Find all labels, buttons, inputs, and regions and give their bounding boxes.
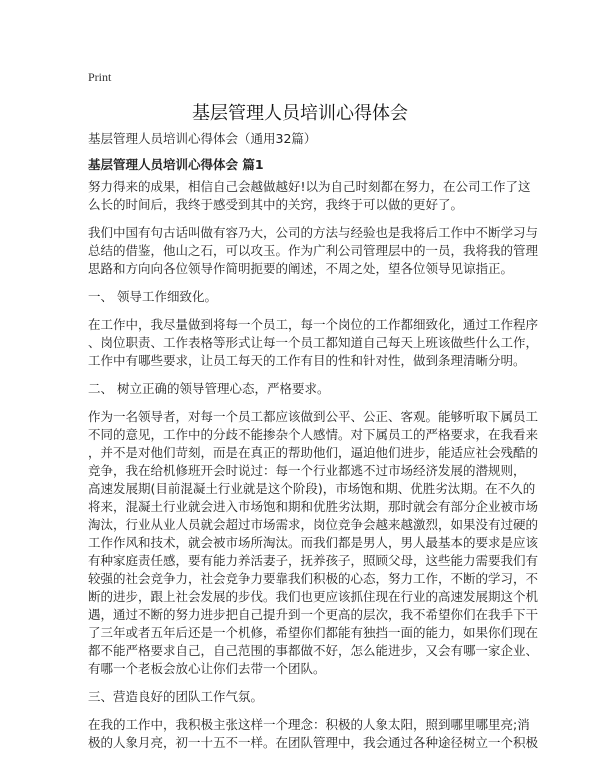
paragraph-line: 作为一名领导者，对每一个员工都应该做到公平、公正、客观。能够听取下属员工	[88, 409, 539, 424]
paragraph	[88, 224, 539, 278]
paragraph-line: 都不能严格要求自己，自己范围的事都做不好，怎么能进步，又会有哪一家企业、	[88, 643, 539, 658]
paragraph	[88, 288, 528, 306]
paragraph-line: 有哪一个老板会放心让你们去带一个团队。	[88, 661, 326, 676]
paragraph-line: 我们中国有句古话叫做有容乃大，公司的方法与经验也是我将后工作中不断学习与	[88, 225, 539, 240]
print-label: Print	[88, 70, 112, 84]
document-subtitle: 基层管理人员培训心得体会（通用32篇）	[88, 131, 317, 146]
paragraph	[88, 408, 539, 678]
section-heading: 基层管理人员培训心得体会 篇1	[88, 157, 264, 172]
paragraph	[88, 178, 531, 214]
document-body	[88, 130, 539, 762]
paragraph-line: 在我的工作中，我积极主张这样一个理念：积极的人象太阳，照到哪里哪里亮;消	[88, 717, 530, 732]
paragraph	[88, 688, 528, 706]
paragraph-line: 一、 领导工作细致化。	[88, 289, 217, 304]
paragraph-line: 在工作中，我尽量做到将每一个员工，每一个岗位的工作都细致化，通过工作程序	[88, 317, 539, 332]
paragraph-line: 工作作风和技术，就会被市场所淘汰。而我们都是男人，男人最基本的要求是应该	[88, 535, 539, 550]
paragraph-line: 么长的时间后，我终于感受到其中的关窍，我终于可以做的更好了。	[88, 197, 464, 212]
paragraph-line: 淘汰，行业从业人员就会超过市场需求，岗位竞争会越来越激烈，如果没有过硬的	[88, 517, 539, 532]
paragraph-line: 较强的社会竞争力，社会竞争力要靠我们积极的心态，努力工作，不断的学习，不	[88, 571, 539, 586]
paragraph-line: 高速发展期(目前混凝土行业就是这个阶段)，市场饱和期、优胜劣汰期。在不久的	[88, 481, 536, 496]
paragraph-line: 三、营造良好的团队工作气氛。	[88, 689, 264, 704]
paragraph-line: 竞争，我在给机修班开会时说过：每一个行业都逃不过市场经济发展的潜规则，	[88, 463, 526, 478]
paragraph-line: 了三年或者五年后还是一个机修，希望你们都能有独挡一面的能力，如果你们现在	[88, 625, 539, 640]
document-title: 基层管理人员培训心得体会	[192, 103, 408, 124]
paragraph-line: 、岗位职责、工作表格等形式让每一个员工都知道自己每天上班该做些什么工作，	[88, 335, 539, 350]
paragraph-line: 断的进步，跟上社会发展的步伐。我们也更应该抓住现在行业的高速发展期这个机	[88, 589, 539, 604]
paragraph-line: 总结的借鉴，他山之石，可以攻玉。作为广利公司管理层中的一员，我将我的管理	[88, 243, 539, 258]
paragraph-line: 不同的意见，工作中的分歧不能掺杂个人感情。对下属员工的严格要求，在我看来	[88, 427, 539, 442]
paragraph-line: 有种家庭责任感，要有能力养活妻子，抚养孩子，照顾父母，这些能力需要我们有	[88, 553, 539, 568]
paragraph	[88, 716, 539, 752]
paragraph	[88, 380, 528, 398]
paragraph-line: 努力得来的成果，相信自己会越做越好!以为自己时刻都在努力，在公司工作了这	[88, 179, 531, 194]
paragraph-line: 二、 树立正确的领导管理心态，严格要求。	[88, 381, 330, 396]
paragraph-line: 极的人象月亮，初一十五不一样。在团队管理中，我会通过各种途径树立一个积极	[88, 735, 539, 750]
paragraph-line: 思路和方向向各位领导作简明扼要的阐述，不周之处，望各位领导见谅指正。	[88, 261, 514, 276]
paragraph-line: 遇，通过不断的努力进步把自己提升到一个更高的层次，我不希望你们在我手下干	[88, 607, 539, 622]
paragraph-line: ，并不是对他们苛刻，而是在真正的帮助他们，逼迫他们进步，能适应社会残酷的	[88, 445, 539, 460]
paragraph-line: 将来，混凝土行业就会进入市场饱和期和优胜劣汰期，那时就会有部分企业被市场	[88, 499, 539, 514]
paragraphs	[88, 178, 539, 752]
paragraph-line: 工作中有哪些要求，让员工每天的工作有目的性和针对性，做到条理清晰分明。	[88, 353, 526, 368]
paragraph	[88, 316, 539, 370]
